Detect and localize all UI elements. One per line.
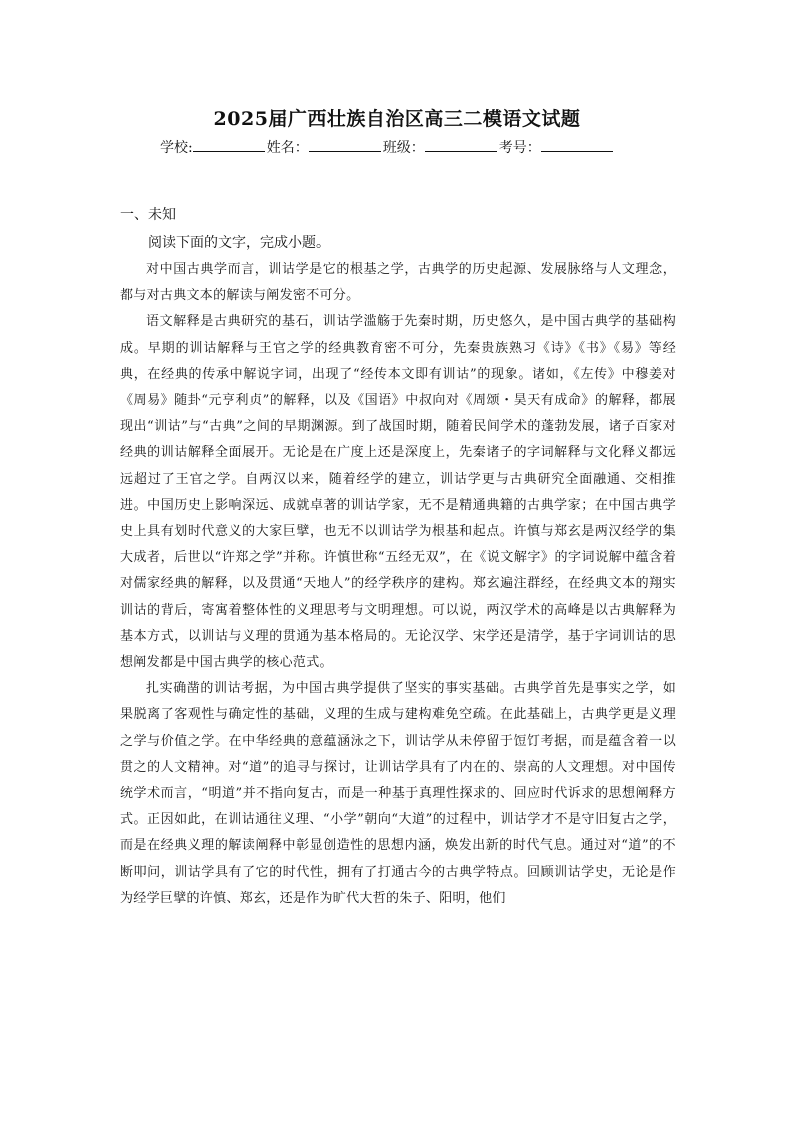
student-info-line: [160, 137, 640, 157]
school-label: 学校:: [160, 140, 193, 156]
paragraph: 扎实确凿的训诂考据，为中国古典学提供了坚实的事实基础。古典学首先是事实之学，如果脱离了客观性与确定性的基础，义理的生成与建构难免空疏。在此基础上，古典学更是义理之学与价值之学。在中华经典的意蕴涵泳之下，训诂学从未停留于饾饤考据，而是蕴含着一以贯之的人文精神。对“道”的追寻与探讨，让训诂学具有了内在的、崇高的人文理想。对中国传统学术而言，“明道”并不指向复古，而是一种基于真理性探求的、回应时代诉求的思想阐释方式。正因如此，在训诂通往义理、“小学”朝向“大道”的过程中，训诂学才不是守旧复古之学，而是在经典义理的解读阐释中彰显创造性的思想内涵，焕发出新的时代气息。通过对“道”的不断叩问，训诂学具有了它的时代性，拥有了打通古今的古典学特点。回顾训诂学史，无论是作为经学巨擘的许慎、郑玄，还是作为旷代大哲的朱子、阳明，他们: [120, 681, 676, 906]
school-field: [160, 137, 267, 157]
exam-number-field: [499, 137, 615, 157]
class-label: 班级：: [382, 140, 425, 156]
paragraph: 对中国古典学而言，训诂学是它的根基之学，古典学的历史起源、发展脉络与人文理念，都与对古典文本的解读与阐发密不可分。: [120, 262, 676, 304]
exam-number-label: 考号：: [498, 140, 541, 156]
paragraph: 语文解释是古典研究的基石，训诂学滥觞于先秦时期，历史悠久，是中国古典学的基础构成。早期的训诂解释与王官之学的经典教育密不可分，先秦贵族熟习《诗》《书》《易》等经典，在经典的传承中解说字词，出现了“经传本文即有训诂”的现象。诸如，《左传》中穆姜对《周易》随卦“元亨利贞”的解释，以及《国语》中叔向对《周颂・昊天有成命》的解释，都展现出“训诂”与“古典”之间的早期渊源。到了战国时期，随着民间学术的蓬勃发展，诸子百家对经典的训诂解释全面展开。无论是在广度上还是深度上，先秦诸子的字词解释与文化释义都远远超过了王官之学。自两汉以来，随着经学的建立，训诂学更与古典研究全面融通、交相推进。中国历史上影响深远、成就卓著的训诂学家，无不是精通典籍的古典学家；在中国古典学史上具有划时代意义的大家巨擘，也无不以训诂学为根基和起点。许慎与郑玄是两汉经学的集大成者，后世以“许郑之学”并称。许慎世称“五经无双”，在《说文解字》的字词说解中蕴含着对儒家经典的解释，以及贯通“天地人”的经学秩序的建构。郑玄遍注群经，在经典文本的翔实训诂的背后，寄寓着整体性的义理思考与文明理想。可以说，两汉学术的高峰是以古典解释为基本方式，以训诂与义理的贯通为基本格局的。无论汉学、宋学还是清学，基于字词训诂的思想阐发都是中国古典学的核心范式。: [120, 314, 676, 671]
school-blank: [193, 137, 265, 152]
section-heading: 一、未知: [120, 207, 176, 223]
name-label: 姓名：: [266, 140, 309, 156]
name-blank: [309, 137, 381, 152]
reading-instruction: 阅读下面的文字，完成小题。: [148, 235, 330, 251]
exam-number-blank: [541, 137, 613, 152]
name-field: [267, 137, 383, 157]
class-blank: [425, 137, 497, 152]
class-field: [383, 137, 499, 157]
reading-passage: [120, 257, 676, 912]
document-title: 2025届广西壮族自治区高三二模语文试题: [213, 108, 581, 130]
